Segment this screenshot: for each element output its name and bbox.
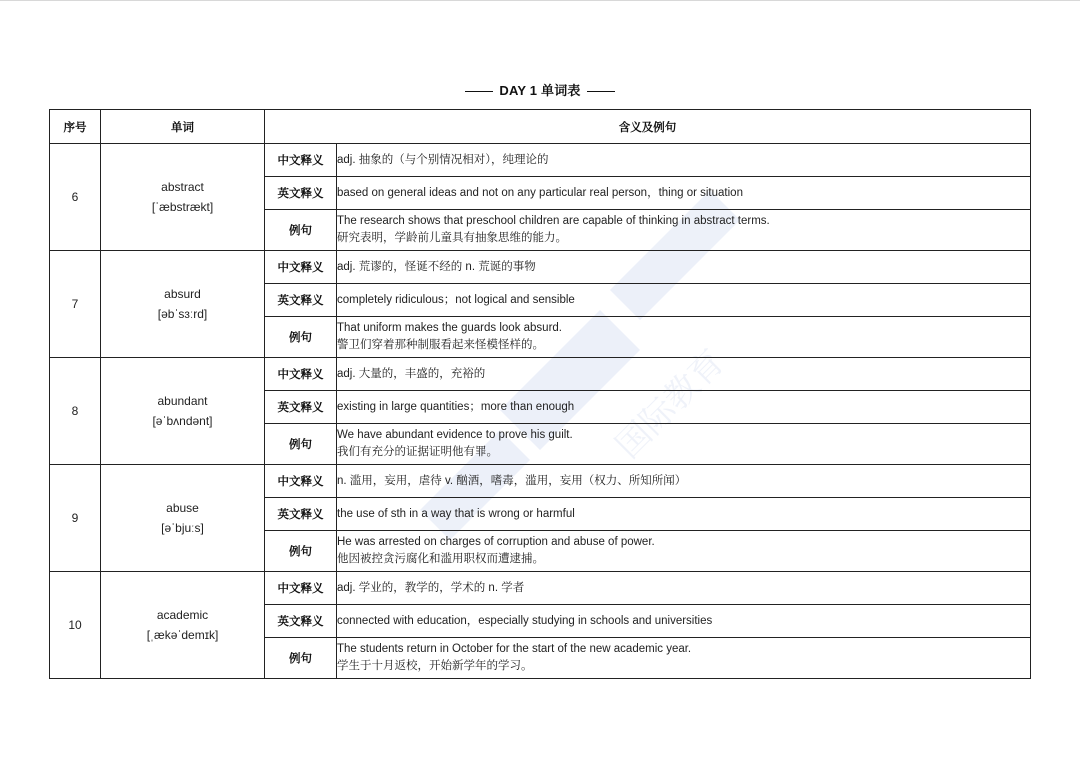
- label-english-definition: 英文释义: [265, 605, 337, 638]
- chinese-definition: adj. 大量的，丰盛的，充裕的: [337, 358, 1031, 391]
- example-chinese: 学生于十月返校，开始新学年的学习。: [337, 660, 533, 672]
- entry-word: abstract: [161, 180, 204, 194]
- entry-number: 7: [50, 251, 101, 358]
- example-english: The students return in October for the start of the new academic year.: [337, 643, 692, 655]
- label-chinese-definition: 中文释义: [265, 251, 337, 284]
- entry-phonetic: [əbˈsɜːrd]: [157, 307, 208, 321]
- header-no: 序号: [50, 110, 101, 144]
- english-definition: based on general ideas and not on any particular real person，thing or situation: [337, 177, 1031, 210]
- example-chinese: 研究表明，学龄前儿童具有抽象思维的能力。: [337, 232, 567, 244]
- label-chinese-definition: 中文释义: [265, 358, 337, 391]
- label-example: 例句: [265, 638, 337, 679]
- table-header-row: [50, 110, 1031, 144]
- page-title: [0, 80, 1080, 99]
- example-english: The research shows that preschool children are capable of thinking in abstract terms.: [337, 215, 770, 227]
- page-title-text: DAY 1 单词表: [499, 83, 581, 98]
- example-chinese: 他因被控贪污腐化和滥用职权而遭逮捕。: [337, 553, 544, 565]
- chinese-definition: adj. 荒谬的，怪诞不经的 n. 荒诞的事物: [337, 251, 1031, 284]
- title-dash-left: [465, 91, 493, 92]
- entry-word-cell: [101, 358, 265, 465]
- entry-word-cell: [101, 144, 265, 251]
- watermark-text: 国际教育: [608, 341, 733, 467]
- entry-phonetic: [əˈbʌndənt]: [152, 414, 213, 428]
- title-dash-right: [587, 91, 615, 92]
- label-chinese-definition: 中文释义: [265, 572, 337, 605]
- example-english: We have abundant evidence to prove his guilt.: [337, 429, 573, 441]
- label-example: 例句: [265, 210, 337, 251]
- entry-word: abundant: [157, 394, 208, 408]
- english-definition: connected with education，especially studying in schools and universities: [337, 605, 1031, 638]
- example-cell: [337, 638, 1031, 679]
- entry-number: 6: [50, 144, 101, 251]
- example-chinese: 我们有充分的证据证明他有罪。: [337, 446, 498, 458]
- entry-word: abuse: [166, 501, 199, 515]
- example-cell: [337, 317, 1031, 358]
- entry-number: 8: [50, 358, 101, 465]
- entry-phonetic: [əˈbjuːs]: [161, 521, 204, 535]
- entry-word-cell: [101, 465, 265, 572]
- label-example: 例句: [265, 424, 337, 465]
- english-definition: completely ridiculous；not logical and sensible: [337, 284, 1031, 317]
- example-cell: [337, 424, 1031, 465]
- table-row: [50, 358, 1031, 391]
- example-english: He was arrested on charges of corruption and abuse of power.: [337, 536, 655, 548]
- label-english-definition: 英文释义: [265, 284, 337, 317]
- entry-word: absurd: [164, 287, 201, 301]
- label-english-definition: 英文释义: [265, 498, 337, 531]
- entry-word: academic: [156, 608, 209, 622]
- label-chinese-definition: 中文释义: [265, 144, 337, 177]
- entry-phonetic: [ˌækəˈdemɪk]: [146, 628, 219, 642]
- table-row: [50, 144, 1031, 177]
- header-word: 单词: [101, 110, 265, 144]
- vocabulary-body: [50, 144, 1031, 679]
- vocabulary-table: [49, 109, 1031, 679]
- label-english-definition: 英文释义: [265, 177, 337, 210]
- table-row: [50, 465, 1031, 498]
- entry-word-cell: [101, 251, 265, 358]
- chinese-definition: adj. 抽象的（与个别情况相对），纯理论的: [337, 144, 1031, 177]
- example-cell: [337, 531, 1031, 572]
- entry-word-cell: [101, 572, 265, 679]
- entry-number: 10: [50, 572, 101, 679]
- label-english-definition: 英文释义: [265, 391, 337, 424]
- english-definition: existing in large quantities；more than enough: [337, 391, 1031, 424]
- label-chinese-definition: 中文释义: [265, 465, 337, 498]
- entry-phonetic: [ˈæbstrækt]: [151, 200, 214, 214]
- label-example: 例句: [265, 317, 337, 358]
- example-english: That uniform makes the guards look absurd.: [337, 322, 563, 334]
- example-chinese: 警卫们穿着那种制服看起来怪模怪样的。: [337, 339, 544, 351]
- top-rule: [0, 0, 1080, 1]
- chinese-definition: adj. 学业的，教学的，学术的 n. 学者: [337, 572, 1031, 605]
- english-definition: the use of sth in a way that is wrong or harmful: [337, 498, 1031, 531]
- example-cell: [337, 210, 1031, 251]
- chinese-definition: n. 滥用，妄用，虐待 v. 酗酒，嗜毒，滥用，妄用（权力、所知所闻）: [337, 465, 1031, 498]
- entry-number: 9: [50, 465, 101, 572]
- header-meaning: 含义及例句: [265, 110, 1031, 144]
- table-row: [50, 251, 1031, 284]
- table-row: [50, 572, 1031, 605]
- label-example: 例句: [265, 531, 337, 572]
